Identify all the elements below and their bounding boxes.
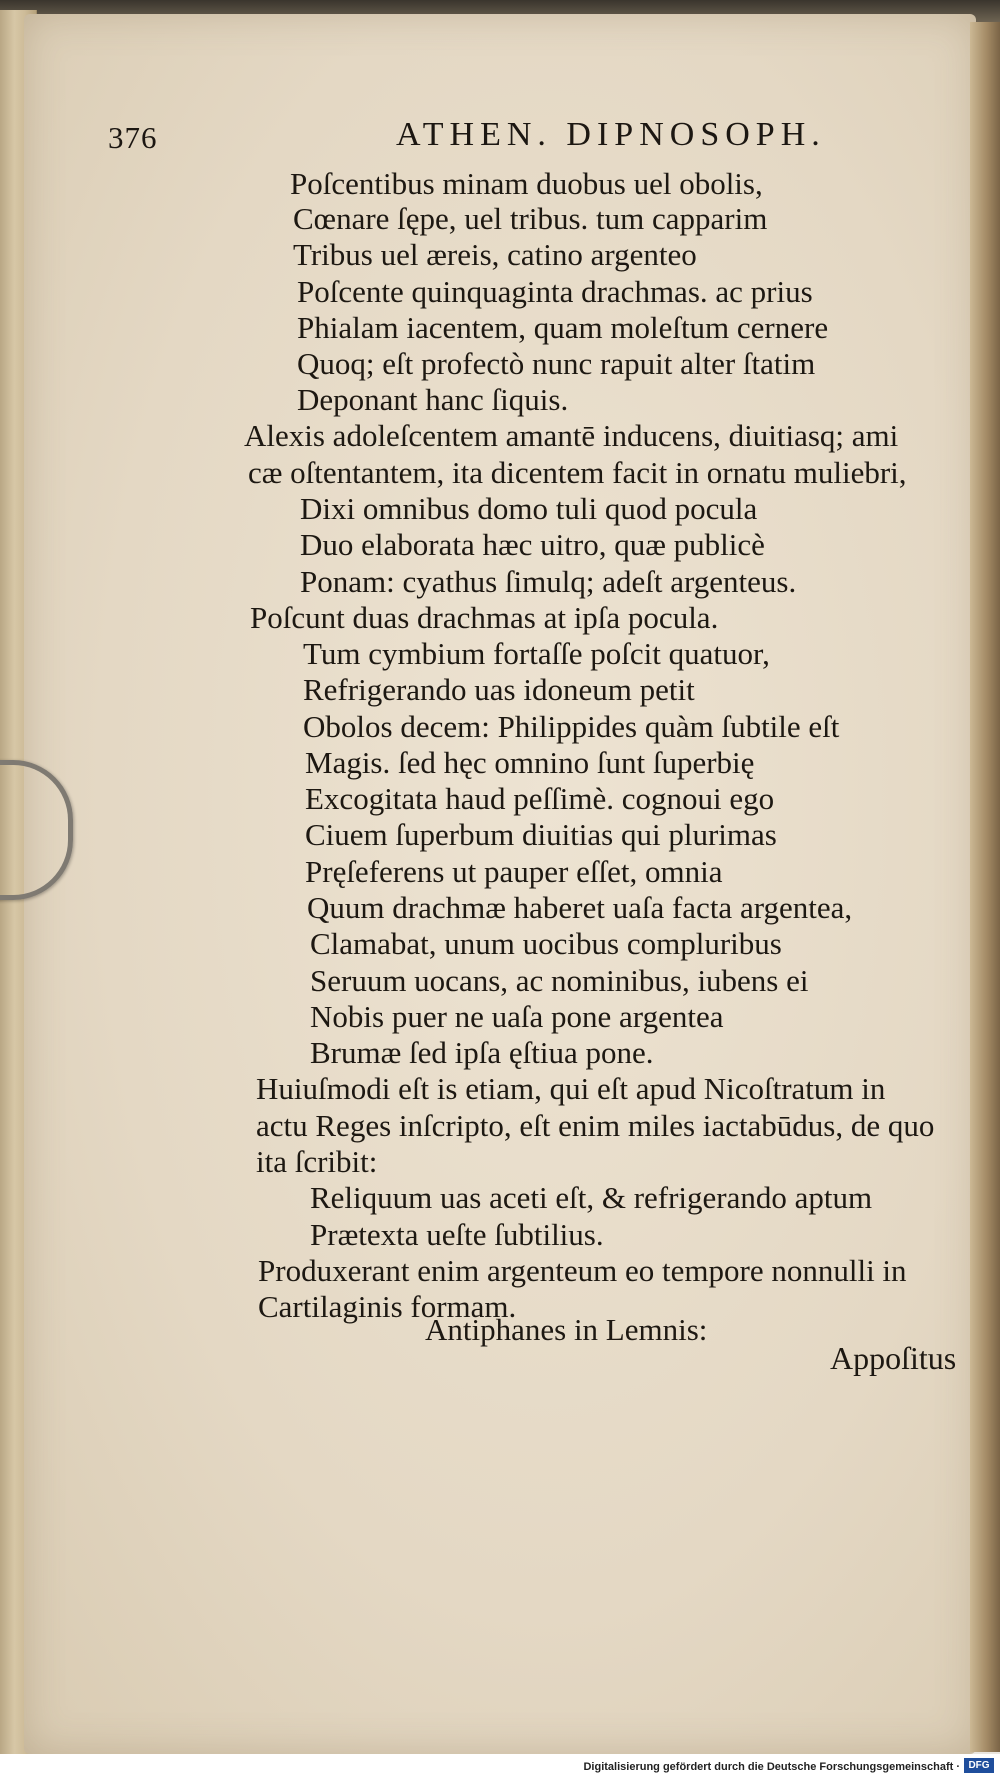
text-line: Produxerant enim argenteum eo tempore nonnulli in: [258, 1253, 907, 1288]
text-line: Refrigerando uas idoneum petit: [303, 672, 695, 707]
text-line: Phialam iacentem, quam moleſtum cernere: [297, 310, 829, 345]
footer-bar: [0, 1754, 1000, 1776]
text-line: Prætexta ueſte ſubtilius.: [310, 1217, 604, 1252]
text-line: Cartilaginis formam.: [258, 1289, 517, 1324]
text-line: Reliquum uas aceti eſt, & refrigerando aptum: [310, 1180, 873, 1215]
text-line: Seruum uocans, ac nominibus, iubens ei: [310, 963, 809, 998]
text-line: cæ oſtentantem, ita dicentem facit in ornatu muliebri,: [248, 455, 907, 490]
text-line: Poſcente quinquaginta drachmas. ac prius: [297, 274, 813, 309]
text-line: Duo elaborata hæc uitro, quæ publicè: [300, 527, 765, 562]
page-number: 376: [108, 120, 158, 155]
text-line: Quoq; eſt profectò nunc rapuit alter ſtatim: [297, 346, 816, 381]
text-line: Nobis puer ne uaſa pone argentea: [310, 999, 724, 1034]
digitization-credit: Digitalisierung gefördert durch die Deutsche Forschungsgemeinschaft ·: [583, 1761, 960, 1773]
text-line: Cœnare ſępe, uel tribus. tum capparim: [293, 201, 768, 236]
text-line: Antiphanes in Lemnis:: [425, 1312, 708, 1347]
text-line: Alexis adoleſcentem amantē inducens, diuitiasq; ami: [244, 418, 899, 453]
text-line: Brumæ ſed ipſa ęſtiua pone.: [310, 1035, 654, 1070]
text-line: ita ſcribit:: [256, 1144, 378, 1179]
text-line: actu Reges inſcripto, eſt enim miles iactabūdus, de quo: [256, 1108, 935, 1143]
text-line: Magis. ſed hęc omnino ſunt ſuperbię: [305, 745, 755, 780]
text-line: Huiuſmodi eſt is etiam, qui eſt apud Nicoſtratum in: [256, 1071, 886, 1106]
text-line: Quum drachmæ haberet uaſa facta argentea,: [307, 890, 853, 925]
catchword: Appoſitus: [830, 1340, 957, 1376]
text-line: Dixi omnibus domo tuli quod pocula: [300, 491, 758, 526]
text-line: Poſcunt duas drachmas at ipſa pocula.: [250, 600, 719, 635]
text-line: Ciuem ſuperbum diuitias qui plurimas: [305, 817, 777, 852]
text-line: Deponant hanc ſiquis.: [297, 382, 569, 417]
text-line: Pręſeferens ut pauper eſſet, omnia: [305, 854, 723, 889]
dfg-logo: DFG: [964, 1758, 994, 1773]
text-line: Excogitata haud peſſimè. cognoui ego: [305, 781, 775, 816]
running-title: ATHEN. DIPNOSOPH.: [396, 116, 826, 153]
text-line: Ponam: cyathus ſimulq; adeſt argenteus.: [300, 564, 797, 599]
text-line: Tum cymbium fortaſſe poſcit quatuor,: [303, 636, 770, 671]
text-line: Tribus uel æreis, catino argenteo: [293, 237, 697, 272]
text-line: Poſcentibus minam duobus uel obolis,: [290, 166, 763, 201]
text-line: Obolos decem: Philippides quàm ſubtile eſt: [303, 709, 840, 744]
text-line: Clamabat, unum uocibus compluribus: [310, 926, 782, 961]
